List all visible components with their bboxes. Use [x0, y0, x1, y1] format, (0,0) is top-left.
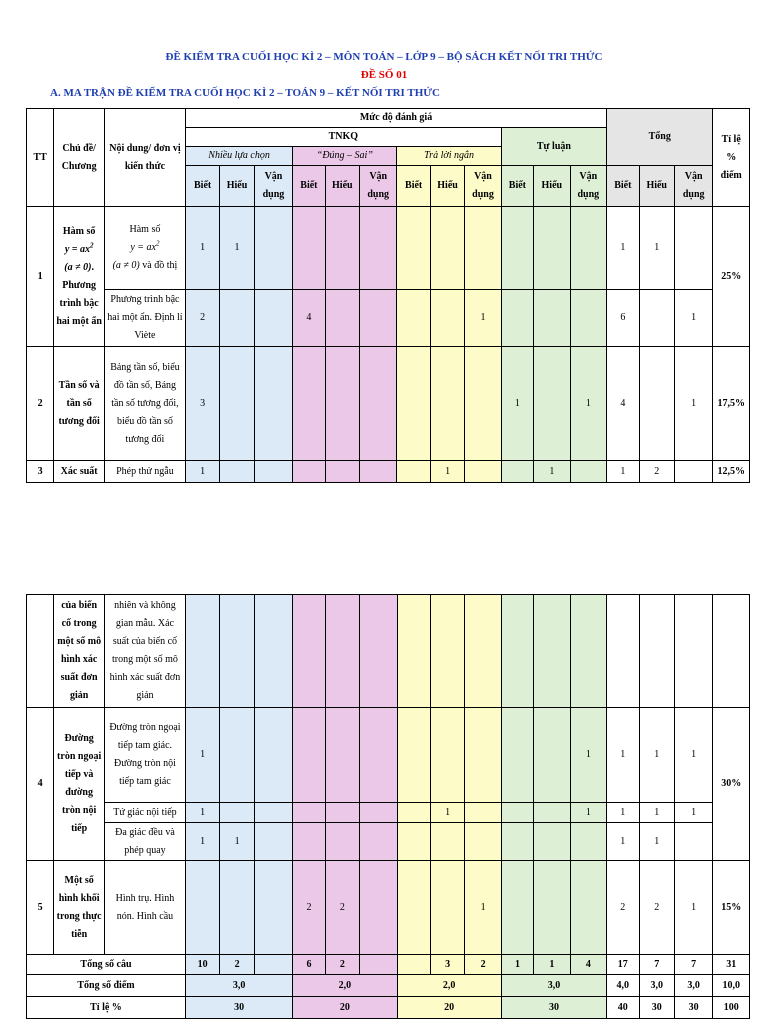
matrix-table-part1: [26, 108, 750, 483]
math-exponent: 2: [155, 239, 160, 248]
total-points: 10,0: [713, 975, 750, 997]
table-row: [27, 290, 750, 347]
cell-value: [397, 861, 430, 955]
total-value: 2: [220, 955, 254, 975]
cell-value: [430, 708, 464, 803]
header-hieu: Hiểu: [430, 166, 464, 207]
header-vandung: Vận dụng: [465, 166, 501, 207]
total-value: [397, 955, 430, 975]
cell-value: [674, 461, 712, 483]
cell-value: [534, 347, 570, 461]
function-formula: [64, 241, 94, 255]
header-hieu: Hiểu: [534, 166, 570, 207]
header-vandung: Vận dụng: [360, 166, 397, 207]
totals-row-count: [27, 955, 750, 975]
cell-value: [674, 207, 712, 290]
header-biet: Biết: [607, 166, 639, 207]
header-topic: Chủ đề/ Chương: [54, 109, 105, 207]
cell-value: [534, 207, 570, 290]
ratio-cell: 30%: [713, 708, 750, 861]
ratio-cell: 25%: [713, 207, 750, 347]
cell-value: [220, 861, 254, 955]
total-count-label: Tổng số câu: [27, 955, 186, 975]
math-exponent: 2: [89, 241, 94, 250]
content-cell: nhiên và không gian mẫu. Xác suất của biến cố trong một số mô hình xác suất đơn giản: [104, 595, 185, 708]
cell-value: [293, 347, 325, 461]
table-row: [27, 347, 750, 461]
cell-value: [325, 347, 359, 461]
cell-value: [465, 595, 501, 708]
cell-value: [465, 803, 501, 823]
content-cell: [104, 207, 185, 290]
cell-value: [397, 803, 430, 823]
cell-value: [465, 347, 501, 461]
cell-value: 1: [674, 347, 712, 461]
cell-value: [570, 461, 607, 483]
cell-value: 1: [465, 290, 501, 347]
cell-value: [570, 207, 607, 290]
total-percent: 30: [674, 997, 712, 1019]
cell-value: [534, 708, 570, 803]
cell-value: [254, 347, 292, 461]
header-biet: Biết: [293, 166, 325, 207]
cell-value: [430, 207, 464, 290]
cell-value: [465, 207, 501, 290]
cell-value: [360, 461, 397, 483]
ratio-cell: [713, 595, 750, 708]
cell-value: [534, 861, 570, 955]
cell-value: [501, 861, 533, 955]
cell-value: [325, 708, 359, 803]
header-biet: Biết: [501, 166, 533, 207]
ratio-cell: 12,5%: [713, 461, 750, 483]
cell-value: 1: [674, 290, 712, 347]
header-hieu: Hiểu: [220, 166, 254, 207]
cell-value: [325, 461, 359, 483]
cell-value: [293, 708, 325, 803]
cell-value: [325, 207, 359, 290]
cell-value: [397, 823, 430, 861]
cell-value: 2: [639, 461, 674, 483]
header-tt: TT: [27, 109, 54, 207]
content-cell: Tứ giác nội tiếp: [104, 803, 185, 823]
cell-value: [501, 207, 533, 290]
total-value: 6: [293, 955, 325, 975]
ratio-cell: 15%: [713, 861, 750, 955]
content-cell: Đường tròn ngoại tiếp tam giác. Đường tròn nội tiếp tam giác: [104, 708, 185, 803]
header-multiple-choice: Nhiều lựa chọn: [185, 147, 292, 166]
total-percent: 100: [713, 997, 750, 1019]
total-percent: 30: [639, 997, 674, 1019]
cell-value: [465, 461, 501, 483]
cell-value: [220, 290, 254, 347]
section-title: A. MA TRẬN ĐỀ KIỂM TRA CUỐI HỌC KÌ 2 – TOÁN 9 – KẾT NỐI TRI THỨC: [50, 87, 440, 99]
cell-value: [220, 803, 254, 823]
cell-value: 1: [220, 207, 254, 290]
row-number-continued: [27, 595, 54, 708]
cell-value: [254, 803, 292, 823]
cell-value: [185, 595, 219, 708]
header-vandung: Vận dụng: [674, 166, 712, 207]
cell-value: [430, 595, 464, 708]
cell-value: 1: [639, 708, 674, 803]
cell-value: [570, 861, 606, 955]
total-percent: 40: [607, 997, 639, 1019]
cell-value: [397, 461, 430, 483]
content-cell: Phương trình bậc hai một ẩn. Định lí Viète: [104, 290, 185, 347]
cell-value: [465, 708, 501, 803]
cell-value: [397, 290, 430, 347]
cell-value: [397, 347, 430, 461]
cell-value: [220, 347, 254, 461]
row-number: 2: [27, 347, 54, 461]
cell-value: [534, 595, 570, 708]
cell-value: 1: [674, 708, 712, 803]
cell-value: [534, 823, 570, 861]
cell-value: [293, 461, 325, 483]
table-row: [27, 861, 750, 955]
cell-value: 1: [570, 708, 606, 803]
cell-value: [397, 207, 430, 290]
group-percent: 30: [185, 997, 292, 1019]
table-row: [27, 708, 750, 803]
header-hieu: Hiểu: [325, 166, 359, 207]
cell-value: [254, 290, 292, 347]
header-ratio: Tỉ lệ % điểm: [713, 109, 750, 207]
cell-value: 1: [185, 803, 219, 823]
header-vandung: Vận dụng: [570, 166, 607, 207]
topic-name: Một số hình khối trong thực tiễn: [54, 861, 105, 955]
cell-value: [360, 708, 397, 803]
cell-value: 1: [607, 708, 639, 803]
cell-value: 1: [639, 207, 674, 290]
cell-value: [254, 861, 292, 955]
cell-value: [397, 595, 430, 708]
cell-value: 6: [607, 290, 639, 347]
content-cell: Hình trụ. Hình nón. Hình cầu: [104, 861, 185, 955]
group-percent: 30: [501, 997, 606, 1019]
group-percent: 20: [397, 997, 501, 1019]
cell-value: [254, 207, 292, 290]
cell-value: 1: [185, 708, 219, 803]
cell-value: 1: [185, 461, 219, 483]
cell-value: [639, 595, 674, 708]
total-value: 7: [674, 955, 712, 975]
cell-value: [360, 823, 397, 861]
cell-value: 1: [674, 803, 712, 823]
total-percent-label: Tỉ lệ %: [27, 997, 186, 1019]
cell-value: [430, 823, 464, 861]
cell-value: [570, 823, 606, 861]
content-cell: Bảng tần số, biểu đồ tần số, Bảng tần số tương đối, biểu đồ tần số tương đối: [104, 347, 185, 461]
total-value: [254, 955, 292, 975]
header-short-answer: Trả lời ngắn: [397, 147, 501, 166]
total-value: [360, 955, 397, 975]
topic-name: Hàm số $y = ax^2$ (a ≠ 0). Phương trình bậc hai một ẩn: [54, 207, 105, 347]
cell-value: [501, 708, 533, 803]
header-hieu: Hiểu: [639, 166, 674, 207]
total-value: 10: [185, 955, 219, 975]
cell-value: [501, 290, 533, 347]
cell-value: [254, 823, 292, 861]
table-row: [27, 207, 750, 290]
cell-value: 4: [293, 290, 325, 347]
cell-value: [293, 823, 325, 861]
cell-value: [674, 595, 712, 708]
exam-number: ĐỀ SỐ 01: [360, 69, 408, 81]
cell-value: 2: [325, 861, 359, 955]
cell-value: [397, 708, 430, 803]
function-condition: (a ≠ 0): [64, 261, 92, 273]
cell-value: 1: [501, 347, 533, 461]
cell-value: 1: [220, 823, 254, 861]
cell-value: [220, 708, 254, 803]
content-text: Hàm số: [129, 224, 161, 235]
group-points: 3,0: [185, 975, 292, 997]
row-number: 5: [27, 861, 54, 955]
cell-value: [430, 347, 464, 461]
cell-value: [501, 823, 533, 861]
header-content: Nội dung/ đơn vị kiến thức: [104, 109, 185, 207]
topic-name: Đường tròn ngoại tiếp và đường tròn nội tiếp: [54, 708, 105, 861]
cell-value: [639, 347, 674, 461]
cell-value: [570, 595, 606, 708]
math-text: y = ax: [64, 243, 90, 255]
cell-value: [360, 207, 397, 290]
topic-name: Tần số và tần số tương đối: [54, 347, 105, 461]
cell-value: [570, 290, 607, 347]
cell-value: 1: [607, 461, 639, 483]
cell-value: 2: [185, 290, 219, 347]
cell-value: 1: [607, 803, 639, 823]
cell-value: 1: [607, 823, 639, 861]
header-biet: Biết: [397, 166, 430, 207]
total-points: 3,0: [674, 975, 712, 997]
cell-value: [360, 595, 397, 708]
cell-value: 3: [185, 347, 219, 461]
header-tnkq: TNKQ: [185, 128, 501, 147]
cell-value: [430, 861, 464, 955]
content-cell: Phép thử ngẫu: [104, 461, 185, 483]
function-condition: (a ≠ 0): [112, 260, 140, 271]
cell-value: 1: [570, 347, 607, 461]
header-essay: Tự luận: [501, 128, 606, 166]
cell-value: [534, 803, 570, 823]
total-points: 3,0: [639, 975, 674, 997]
cell-value: 1: [185, 207, 219, 290]
cell-value: 1: [185, 823, 219, 861]
cell-value: [293, 803, 325, 823]
cell-value: 1: [534, 461, 570, 483]
cell-value: [220, 461, 254, 483]
header-biet: Biết: [185, 166, 219, 207]
total-value: 7: [639, 955, 674, 975]
topic-name: của biến cố trong một số mô hình xác suất đơn giản: [54, 595, 105, 708]
row-number: 3: [27, 461, 54, 483]
math-text: y = ax: [130, 242, 156, 253]
cell-value: 4: [607, 347, 639, 461]
topic-name-part: Hàm số: [62, 225, 96, 237]
cell-value: [220, 595, 254, 708]
cell-value: 1: [639, 803, 674, 823]
total-points-label: Tổng số điểm: [27, 975, 186, 997]
cell-value: [293, 595, 325, 708]
group-points: 3,0: [501, 975, 606, 997]
table-row: [27, 595, 750, 708]
total-value: 17: [607, 955, 639, 975]
cell-value: [293, 207, 325, 290]
cell-value: 2: [607, 861, 639, 955]
group-percent: 20: [293, 997, 397, 1019]
total-value: 2: [465, 955, 501, 975]
cell-value: [360, 861, 397, 955]
cell-value: [430, 290, 464, 347]
cell-value: [325, 595, 359, 708]
totals-row-points: [27, 975, 750, 997]
total-value: 1: [501, 955, 533, 975]
group-points: 2,0: [397, 975, 501, 997]
matrix-table-part2: [26, 594, 750, 1019]
cell-value: [674, 823, 712, 861]
table-row: [27, 461, 750, 483]
cell-value: 1: [430, 803, 464, 823]
cell-value: [254, 461, 292, 483]
header-total: Tổng: [607, 109, 713, 166]
content-text: và đồ thị: [142, 260, 178, 271]
total-value: 3: [430, 955, 464, 975]
total-value: 4: [570, 955, 606, 975]
totals-row-percent: [27, 997, 750, 1019]
content-cell: Đa giác đều và phép quay: [104, 823, 185, 861]
cell-value: [325, 803, 359, 823]
cell-value: [360, 290, 397, 347]
function-formula: [130, 239, 160, 253]
cell-value: 1: [465, 861, 501, 955]
group-points: 2,0: [293, 975, 397, 997]
total-value: 2: [325, 955, 359, 975]
cell-value: [325, 290, 359, 347]
cell-value: [360, 347, 397, 461]
cell-value: [501, 803, 533, 823]
cell-value: 1: [639, 823, 674, 861]
header-vandung: Vận dụng: [254, 166, 292, 207]
cell-value: 1: [674, 861, 712, 955]
cell-value: 2: [639, 861, 674, 955]
total-value: 1: [534, 955, 570, 975]
cell-value: [185, 861, 219, 955]
table-row: [27, 823, 750, 861]
cell-value: [639, 290, 674, 347]
cell-value: [465, 823, 501, 861]
cell-value: 1: [607, 207, 639, 290]
cell-value: [534, 290, 570, 347]
cell-value: [501, 461, 533, 483]
ratio-cell: 17,5%: [713, 347, 750, 461]
cell-value: [501, 595, 533, 708]
cell-value: 2: [293, 861, 325, 955]
row-number: 1: [27, 207, 54, 347]
header-true-false: “Đúng – Sai”: [293, 147, 397, 166]
row-number: 4: [27, 708, 54, 861]
cell-value: 1: [430, 461, 464, 483]
document-title: ĐỀ KIỂM TRA CUỐI HỌC KÌ 2 – MÔN TOÁN – LỚP 9 – BỘ SÁCH KẾT NỐI TRI THỨC: [165, 51, 603, 63]
total-value: 31: [713, 955, 750, 975]
cell-value: 1: [570, 803, 606, 823]
cell-value: [360, 803, 397, 823]
cell-value: [607, 595, 639, 708]
cell-value: [325, 823, 359, 861]
topic-name-part: Phương trình bậc hai một ẩn: [56, 279, 102, 327]
table-row: [27, 803, 750, 823]
topic-name: Xác suất: [54, 461, 105, 483]
cell-value: [254, 595, 292, 708]
header-level: Mức độ đánh giá: [185, 109, 606, 128]
total-points: 4,0: [607, 975, 639, 997]
cell-value: [254, 708, 292, 803]
